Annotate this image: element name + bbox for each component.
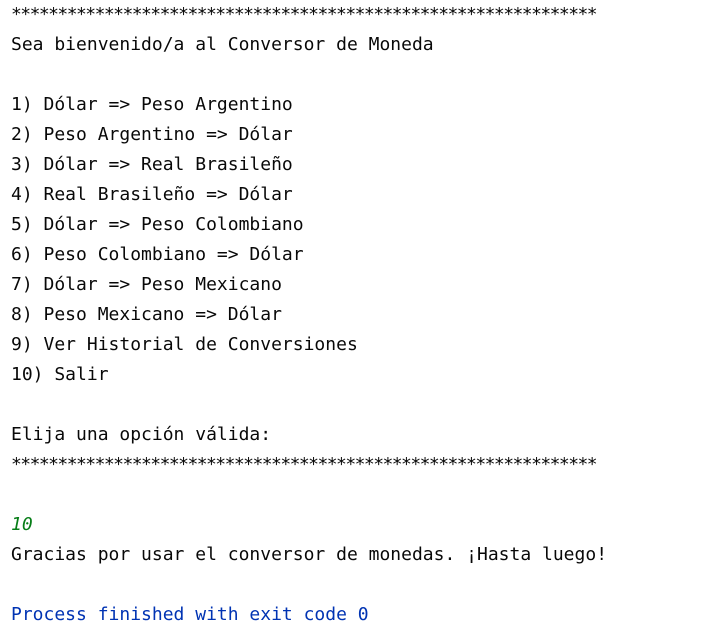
separator-bottom: *************************************************************** — [11, 454, 597, 475]
menu-option-5: 5) Dólar => Peso Colombiano — [11, 214, 304, 235]
menu-option-3: 3) Dólar => Real Brasileño — [11, 154, 293, 175]
menu-option-4: 4) Real Brasileño => Dólar — [11, 184, 293, 205]
welcome-message: Sea bienvenido/a al Conversor de Moneda — [11, 34, 434, 55]
menu-option-10: 10) Salir — [11, 364, 109, 385]
user-input: 10 — [11, 514, 33, 535]
menu-option-1: 1) Dólar => Peso Argentino — [11, 94, 293, 115]
menu-option-7: 7) Dólar => Peso Mexicano — [11, 274, 282, 295]
menu-option-8: 8) Peso Mexicano => Dólar — [11, 304, 282, 325]
process-status: Process finished with exit code 0 — [11, 604, 369, 625]
separator-top: *************************************************************** — [11, 4, 597, 25]
farewell-message: Gracias por usar el conversor de monedas. ¡Hasta luego! — [11, 544, 608, 565]
blank-line — [11, 60, 711, 90]
input-prompt: Elija una opción válida: — [11, 424, 272, 445]
blank-line — [11, 570, 711, 600]
menu-option-2: 2) Peso Argentino => Dólar — [11, 124, 293, 145]
menu-option-9: 9) Ver Historial de Conversiones — [11, 334, 358, 355]
blank-line — [11, 390, 711, 420]
console-output — [11, 0, 711, 641]
blank-line — [11, 480, 711, 510]
menu-option-6: 6) Peso Colombiano => Dólar — [11, 244, 304, 265]
